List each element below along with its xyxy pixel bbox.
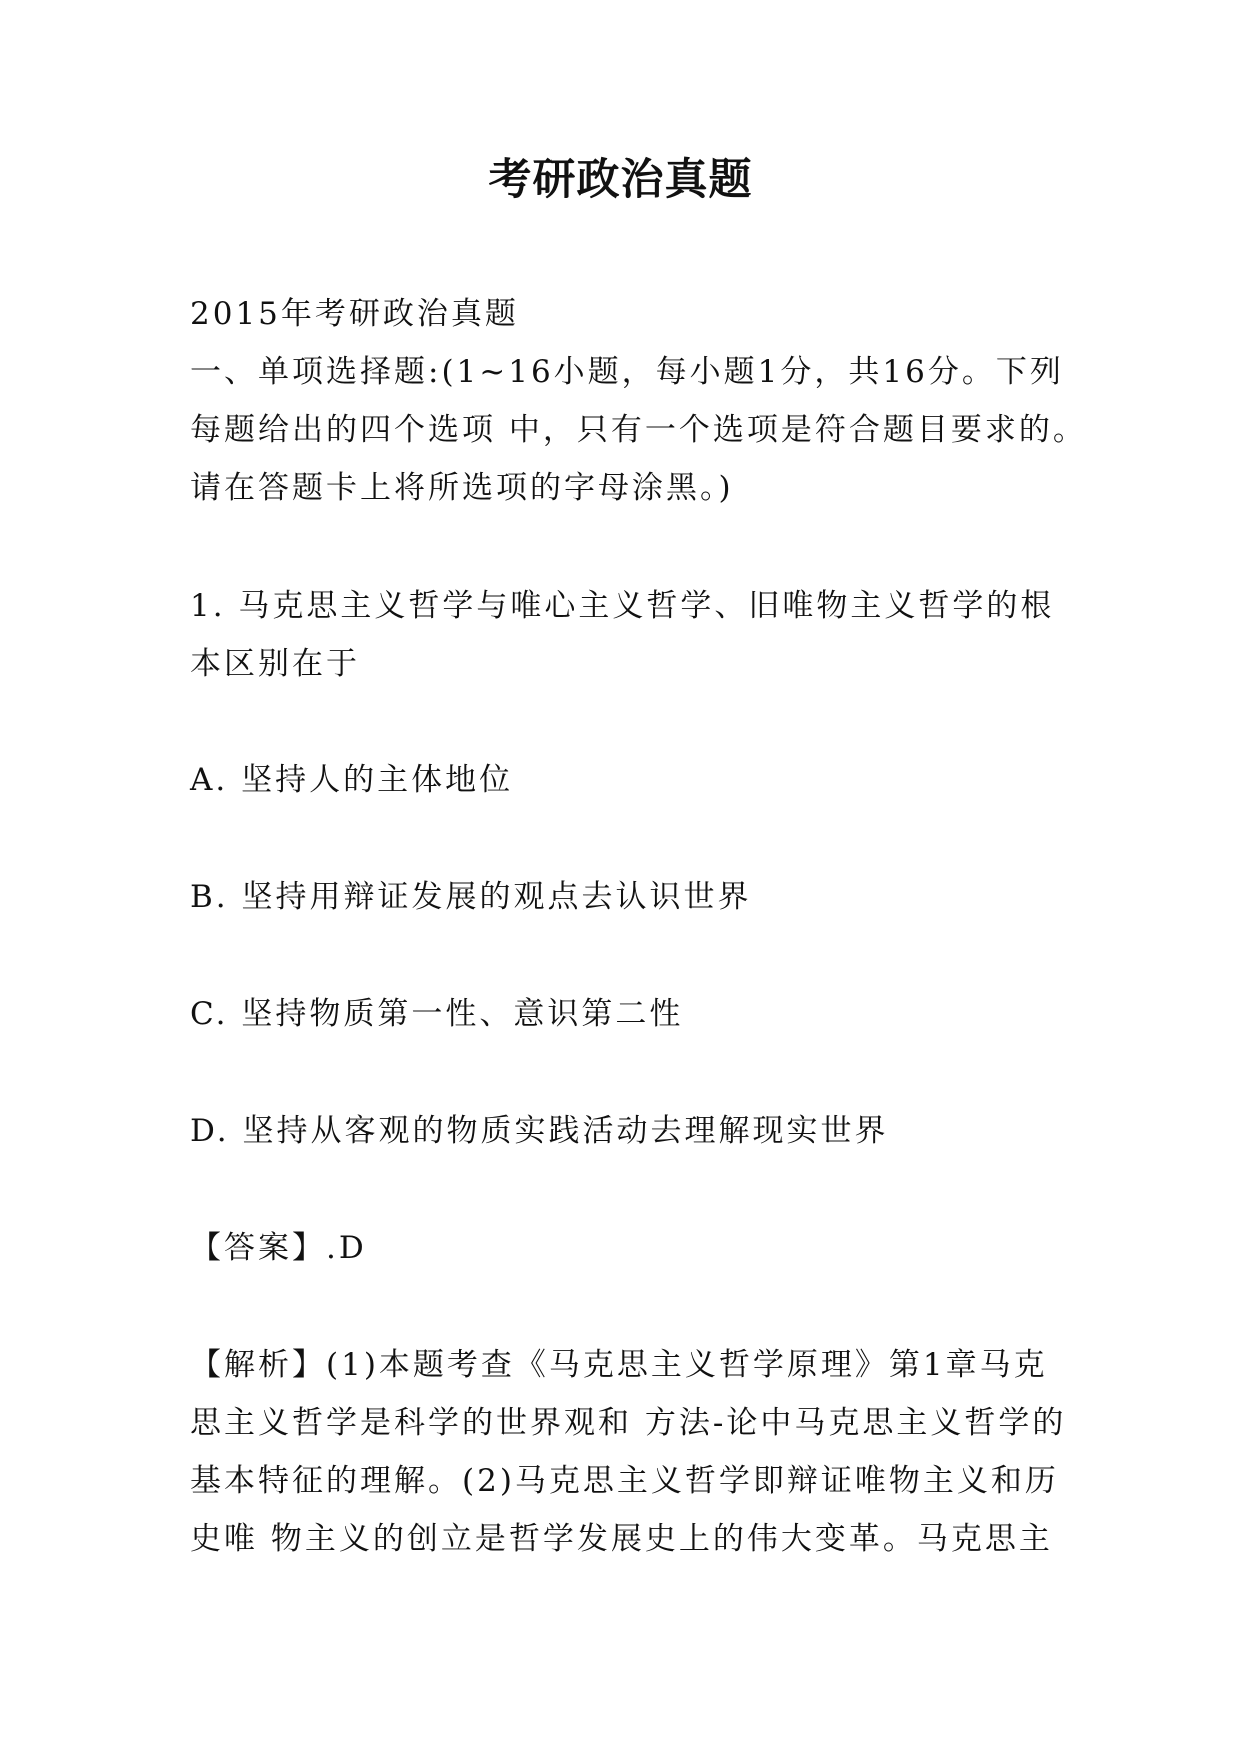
document-subtitle: 2015年考研政治真题 xyxy=(190,296,519,332)
document-title: 考研政治真题 xyxy=(488,155,753,205)
analysis-line: 【解析】(1)本题考查《马克思主义哲学原理》第1章马克 xyxy=(190,1347,1048,1383)
question-text-line: 本区别在于 xyxy=(190,646,360,682)
option-d: D. 坚持从客观的物质实践活动去理解现实世界 xyxy=(190,1113,889,1149)
section-intro-line: 每题给出的四个选项 中，只有一个选项是符合题目要求的。 xyxy=(190,412,1087,448)
analysis-line: 思主义哲学是科学的世界观和 方法-论中马克思主义哲学的 xyxy=(190,1405,1067,1441)
section-intro-line: 请在答题卡上将所选项的字母涂黑。) xyxy=(190,470,734,506)
analysis-line: 史唯 物主义的创立是哲学发展史上的伟大变革。马克思主 xyxy=(190,1521,1053,1557)
option-a: A. 坚持人的主体地位 xyxy=(190,762,514,798)
option-b: B. 坚持用辩证发展的观点去认识世界 xyxy=(190,879,752,915)
answer-line: 【答案】.D xyxy=(190,1230,367,1266)
section-intro-line: 一、单项选择题:(1~16小题，每小题1分，共16分。下列 xyxy=(190,354,1064,390)
analysis-line: 基本特征的理解。(2)马克思主义哲学即辩证唯物主义和历 xyxy=(190,1463,1059,1499)
question-text-line: 1. 马克思主义哲学与唯心主义哲学、旧唯物主义哲学的根 xyxy=(190,588,1055,624)
option-c: C. 坚持物质第一性、意识第二性 xyxy=(190,996,684,1032)
